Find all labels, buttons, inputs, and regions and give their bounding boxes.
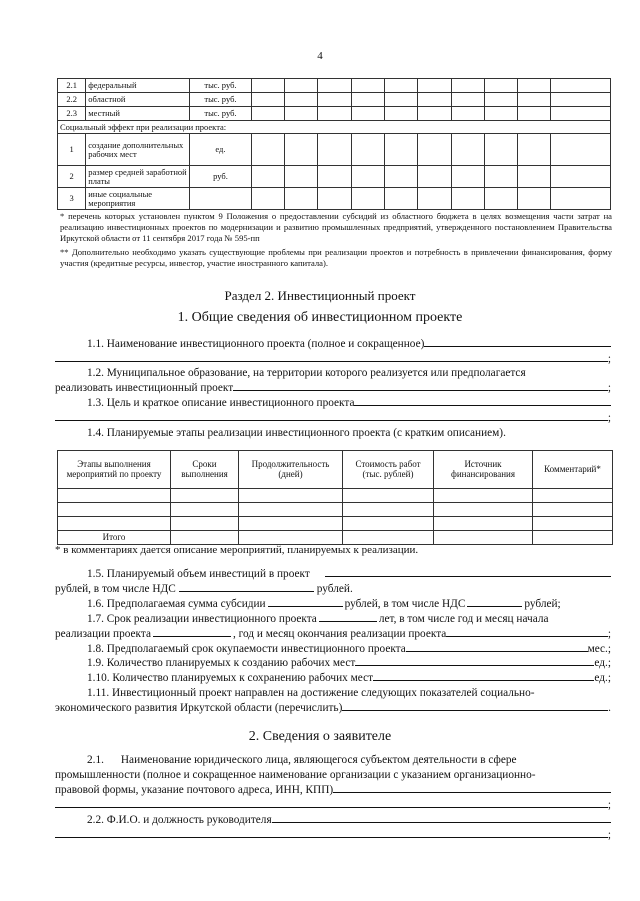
table-row[interactable] (58, 503, 613, 517)
field-1-3-cont[interactable]: ; (55, 411, 611, 425)
page-number: 4 (317, 50, 323, 62)
text-2-1-cont: промышленности (полное и сокращенное наименование организации с указанием организационно- (55, 769, 536, 781)
column-header: Комментарий* (533, 451, 613, 489)
text-1-11: 1.11. Инвестиционный проект направлен на достижение следующих показателей социально- (87, 687, 535, 699)
column-header: Стоимость работ (тыс. рублей) (343, 451, 434, 489)
subsection-2-title: 2. Сведения о заявителе (248, 729, 392, 744)
column-header: Сроки выполнения (171, 451, 239, 489)
field-1-7[interactable]: 1.7. Срок реализации инвестиционного проекта лет, в том числе год и месяц начала (87, 613, 549, 625)
text-1-4: 1.4. Планируемые этапы реализации инвестиционного проекта (с кратким описанием). (87, 427, 506, 439)
column-header: Продолжительность (дней) (239, 451, 343, 489)
field-1-2[interactable]: реализовать инвестиционный проект ; (55, 382, 611, 394)
table-row: 2.1 федеральный тыс. руб. (58, 79, 611, 93)
table-row[interactable] (58, 517, 613, 531)
field-1-9[interactable]: 1.9. Количество планируемых к созданию рабочих мест ед.; (87, 657, 611, 669)
column-header: Источник финансирования (434, 451, 533, 489)
field-1-1[interactable]: 1.1. Наименование инвестиционного проекта (полное и сокращенное) (55, 337, 611, 351)
table-row: Социальный эффект при реализации проекта: (58, 121, 611, 134)
field-1-11[interactable]: экономического развития Иркутской области (перечислить) . (55, 702, 611, 714)
field-1-6[interactable]: 1.6. Предполагаемая сумма субсидии рублей, в том числе НДС рублей; (87, 598, 561, 610)
table-row: 2.2 областной тыс. руб. (58, 93, 611, 107)
table-row: 3 иные социальные мероприятия (58, 188, 611, 210)
section-title: Раздел 2. Инвестиционный проект (224, 288, 416, 303)
footnote-2: ** Дополнительно необходимо указать существующие проблемы при реализации проектов и потребность в привлечении финансирования, форму участия (кредитные ресурсы, инвестор, участие иностранного капитала). (60, 247, 612, 268)
table-total-row[interactable]: Итого (58, 531, 613, 545)
field-1-8[interactable]: 1.8. Предполагаемый срок окупаемости инвестиционного проекта мес.; (87, 643, 611, 655)
stages-table (57, 450, 613, 545)
subsection-1-title: 1. Общие сведения об инвестиционном проекте (177, 310, 463, 325)
column-header: Этапы выполнения мероприятий по проекту (58, 451, 171, 489)
field-2-1-cont[interactable]: ; (55, 798, 611, 812)
text-2-1: 2.1. Наименование юридического лица, являющегося субъектом деятельности в сфере (87, 754, 517, 766)
table-header-row (58, 451, 613, 489)
text-1-2: 1.2. Муниципальное образование, на территории которого реализуется или предполагается (87, 367, 526, 379)
field-2-2-cont[interactable]: ; (55, 828, 611, 842)
table-row: 1 создание дополнительных рабочих мест ед. (58, 134, 611, 166)
financing-table (57, 78, 611, 210)
table-row: 2 размер средней заработной платы руб. (58, 166, 611, 188)
table-note: * в комментариях дается описание мероприятий, планируемых к реализации. (55, 544, 419, 556)
table-row[interactable] (58, 489, 613, 503)
field-2-1[interactable]: правовой формы, указание почтового адреса, ИНН, КПП) (55, 783, 611, 797)
table-row: 2.3 местный тыс. руб. (58, 107, 611, 121)
field-1-5[interactable]: 1.5. Планируемый объем инвестиций в проект (55, 567, 611, 581)
field-1-5-vat[interactable]: рублей, в том числе НДС рублей. (55, 583, 353, 595)
field-1-10[interactable]: 1.10. Количество планируемых к сохранению рабочих мест ед.; (87, 672, 611, 684)
field-1-7-cont[interactable]: реализации проекта , год и месяц окончания реализации проекта ; (55, 628, 611, 640)
footnote-1: * перечень которых установлен пунктом 9 Положения о предоставлении субсидий из областного бюджета в целях возмещения части затрат на реализацию инвестиционных проектов по модернизации и развитию промышленных предприятий, утвержденного постановлением Правительства Иркутской области от 11 сентября 2017 года № 595-пп (60, 211, 612, 243)
field-2-2[interactable]: 2.2. Ф.И.О. и должность руководителя (55, 813, 611, 827)
field-1-3[interactable]: 1.3. Цель и краткое описание инвестиционного проекта (55, 396, 611, 410)
field-1-1-cont[interactable]: ; (55, 352, 611, 366)
